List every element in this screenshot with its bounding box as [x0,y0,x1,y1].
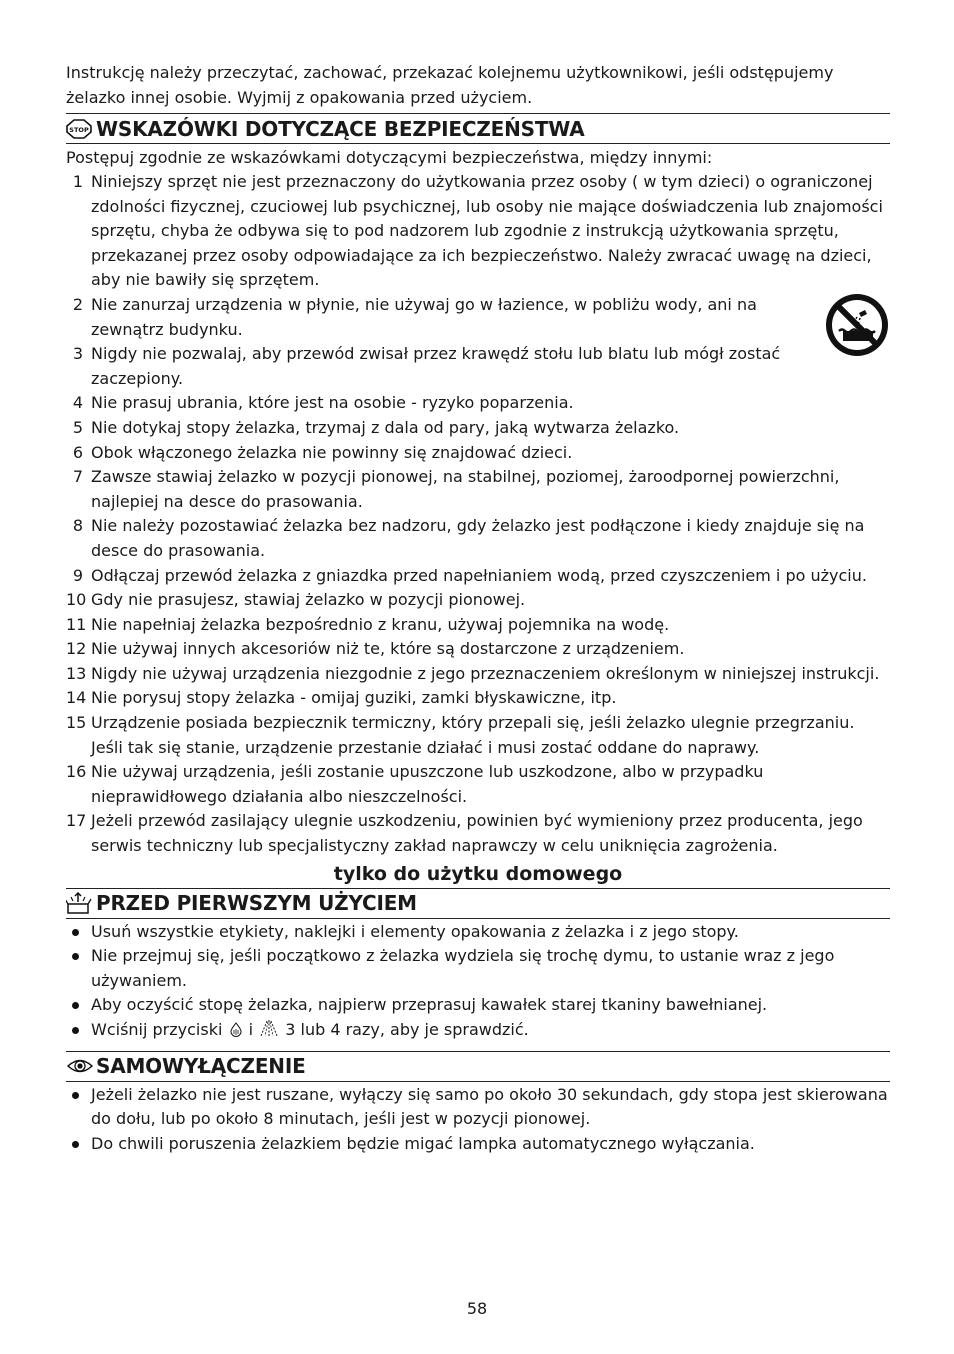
list-item: Usuń wszystkie etykiety, naklejki i elementy opakowania z żelazka i z jego stopy. [66,920,890,945]
list-item: 10 Gdy nie prasujesz, stawiaj żelazko w pozycji pionowej. [66,590,526,610]
auto-off-section-header [66,1051,890,1082]
unpack-box-icon [66,892,96,914]
spray-button-icon [228,1020,244,1045]
list-item: Nie przejmuj się, jeśli początkowo z żelazka wydziela się trochę dymu, to ustanie wraz z jego używaniem. [66,944,890,993]
first-use-section-header [66,888,890,919]
no-water-immersion-icon [823,291,891,359]
domestic-use-note: tylko do użytku domowego [333,862,623,885]
intro-paragraph: Instrukcję należy przeczytać, zachować, przekazać kolejnemu użytkownikowi, jeśli odstępujemy żelazko innej osobie. Wyjmij z opakowania przed użyciem. [66,63,834,107]
list-item: 9 Odłączaj przewód żelazka z gniazdka przed napełnianiem wodą, przed czyszczeniem i po użyciu. [72,565,867,585]
list-item: 2 Nie zanurzaj urządzenia w płynie, nie używaj go w łazience, w pobliżu wody, ani na zewnątrz budynku. [72,294,757,339]
list-item: Jeżeli żelazko nie jest ruszane, wyłączy się samo po około 30 sekundach, gdy stopa jest skierowana do dołu, lub po około 8 minutach, jeśli jest w pozycji pionowej. [66,1083,890,1132]
list-item: Aby oczyścić stopę żelazka, najpierw przeprasuj kawałek starej tkaniny bawełnianej. [66,993,890,1018]
page-number: 58 [466,1299,488,1318]
auto-off-section-title: SAMOWYŁĄCZENIE [96,1054,306,1079]
first-use-section-title: PRZED PIERWSZYM UŻYCIEM [96,891,417,916]
bullet-icon [72,953,79,960]
list-item: 1 Niniejszy sprzęt nie jest przeznaczony do użytkowania przez osoby ( w tym dzieci) o ograniczonej zdolności fizycznej, czuciowej lub psychicznej, lub osoby nie mające doświadczenia lub znajomości sprzętu, chyba że odbywa się to pod nadzorem lub zgodnie z instrukcją użytkowania sprzętu, przekazanej przez osoby odpowiadające za ich bezpieczeństwo. Należy zwracać uwagę na dzieci, aby nie bawiły się sprzętem. [72,172,883,290]
list-item: 7 Zawsze stawiaj żelazko w pozycji pionowej, na stabilnej, poziomej, żaroodpornej powierzchni, najlepiej na desce do prasowania. [72,467,840,511]
list-item: 17 Jeżeli przewód zasilający ulegnie uszkodzeniu, powinien być wymieniony przez producenta, jego serwis techniczny lub specjalistyczny zakład naprawczy w celu uniknięcia zagrożenia. [66,811,863,856]
list-item: 4 Nie prasuj ubrania, które jest na osobie - ryzyko poparzenia. [72,393,574,413]
stop-icon [66,118,96,140]
list-item: 15 Urządzenie posiada bezpiecznik termiczny, który przepali się, jeśli żelazko ulegnie przegrzaniu. Jeśli tak się stanie, urządzenie przestanie działać i musi zostać oddane do naprawy. [66,713,855,757]
safety-section-header [66,113,890,144]
safety-content [66,145,890,859]
list-item: 11 Nie napełniaj żelazka bezpośrednio z kranu, używaj pojemnika na wodę. [66,614,670,634]
steam-shot-button-icon [258,1019,280,1045]
safety-lead: Postępuj zgodnie ze wskazówkami dotyczącymi bezpieczeństwa, między innymi: [66,148,713,167]
safety-list [66,170,890,859]
list-item: 5 Nie dotykaj stopy żelazka, trzymaj z dala od pary, jaką wytwarza żelazko. [72,417,680,437]
list-item: 6 Obok włączonego żelazka nie powinny się znajdować dzieci. [72,442,573,462]
list-item: 13 Nigdy nie używaj urządzenia niezgodnie z jego przeznaczeniem określonym w niniejszej instrukcji. [66,663,880,683]
bullet-icon [72,1092,79,1099]
auto-off-list [66,1083,890,1157]
bullet-icon [72,929,79,936]
list-item: 16 Nie używaj urządzenia, jeśli zostanie upuszczone lub uszkodzone, albo w przypadku nieprawidłowego działania albo nieszczelności. [66,762,764,806]
list-item: 8 Nie należy pozostawiać żelazka bez nadzoru, gdy żelazko jest podłączone i kiedy znajduje się na desce do prasowania. [72,516,865,560]
list-item: 14 Nie porysuj stopy żelazka - omijaj guziki, zamki błyskawiczne, itp. [66,688,617,708]
list-item: 12 Nie używaj innych akcesoriów niż te, które są dostarczone z urządzeniem. [66,639,685,659]
first-use-list [66,920,890,1045]
eye-icon [66,1055,96,1077]
bullet-icon [72,1002,79,1009]
bullet-icon [72,1141,79,1148]
list-item: Do chwili poruszenia żelazkiem będzie migać lampka automatycznego wyłączania. [66,1132,890,1157]
list-item: Wciśnij przyciski i 3 lub 4 razy, aby je sprawdzić. [66,1018,890,1045]
bullet-icon [72,1027,79,1034]
list-item: 3 Nigdy nie pozwalaj, aby przewód zwisał przez krawędź stołu lub blatu lub mógł zostać zaczepiony. [72,344,781,388]
safety-section-title: WSKAZÓWKI DOTYCZĄCE BEZPIECZEŃSTWA [96,116,585,141]
document-page [66,60,890,1156]
stop-icon-label: STOP [69,125,89,134]
